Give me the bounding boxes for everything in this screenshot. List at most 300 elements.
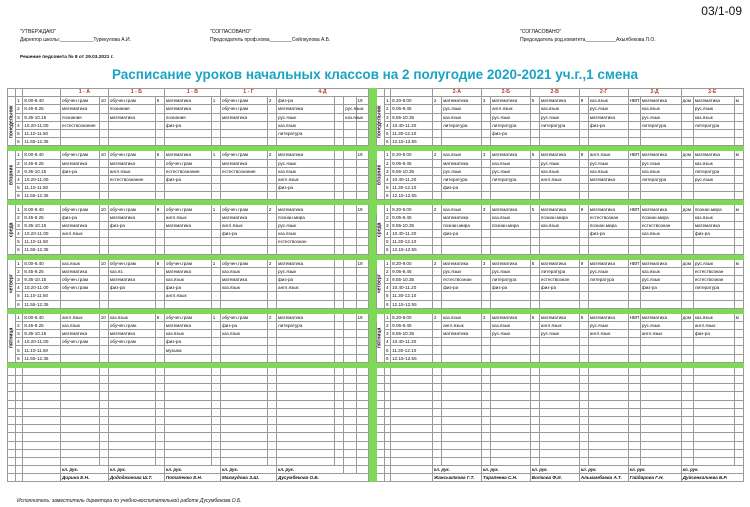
empty-cell (391, 384, 433, 392)
empty-cell (164, 433, 211, 441)
cell: 11.30-12.10 (391, 184, 433, 192)
cell (344, 167, 356, 175)
empty-cell (376, 416, 384, 424)
cell: НВП (629, 260, 640, 266)
class-header: 2-Г (579, 89, 628, 97)
cell (640, 300, 681, 308)
cell: 2 (432, 151, 441, 159)
cell: 11.55-12.35 (23, 246, 61, 254)
cell: математика (60, 267, 99, 275)
cell (530, 105, 539, 113)
cell (155, 246, 164, 254)
empty-cell (164, 449, 211, 457)
cell (539, 238, 579, 246)
cell: дом (681, 97, 693, 105)
cell: 5 (385, 346, 391, 354)
cell (277, 138, 335, 146)
empty-cell (391, 449, 433, 457)
empty-cell (640, 449, 681, 457)
cell: 2 (16, 159, 23, 167)
empty-cell (220, 425, 267, 433)
kl-ruk-label: кл. рук. (277, 466, 344, 474)
empty-cell (539, 416, 579, 424)
empty-cell (220, 392, 267, 400)
cell: математика (277, 105, 335, 113)
cell (267, 113, 276, 121)
cell: математика (640, 205, 681, 213)
empty-cell (220, 416, 267, 424)
cell: 8.45-9.25 (23, 159, 61, 167)
cell (530, 330, 539, 338)
cell (693, 354, 734, 362)
cell (99, 184, 108, 192)
cell: естествознан (277, 238, 335, 246)
cell: познан.мира (491, 221, 531, 229)
cell: 9 (579, 313, 588, 321)
empty-cell (693, 425, 734, 433)
cell: физ-ра (491, 129, 531, 137)
cell: 9.55-10.35 (391, 221, 433, 229)
kl-ruk-label: кл. рук. (481, 466, 530, 474)
empty-cell (16, 376, 23, 384)
cell: 11.55-12.35 (23, 138, 61, 146)
empty-cell (734, 449, 743, 457)
cell: 19 (356, 205, 368, 213)
cell (588, 129, 628, 137)
empty-cell (60, 449, 99, 457)
cell (335, 284, 344, 292)
empty-cell (491, 449, 531, 457)
cell (60, 175, 99, 183)
cell (681, 246, 693, 254)
cell: 4 (16, 284, 23, 292)
cell (539, 246, 579, 254)
cell: 6 (385, 354, 391, 362)
cell: 19 (356, 313, 368, 321)
cell (681, 121, 693, 129)
teacher-name: Тарапеева С.Н. (481, 474, 530, 482)
cell: математика (60, 330, 99, 338)
blank (376, 474, 384, 482)
cell (628, 213, 640, 221)
empty-cell (220, 457, 267, 465)
empty-cell (16, 384, 23, 392)
cell (335, 238, 344, 246)
empty-cell (376, 449, 384, 457)
approval-1-title: "УТВЕРЖДАЮ" (20, 29, 57, 35)
cell (164, 138, 211, 146)
empty-cell (539, 376, 579, 384)
class-header: 2-Б (481, 89, 530, 97)
cell: каз.язык (640, 230, 681, 238)
cell (211, 121, 220, 129)
cell (277, 246, 335, 254)
cell: 6 (16, 246, 23, 254)
empty-cell (432, 367, 441, 375)
empty-cell (530, 376, 539, 384)
cell (432, 267, 441, 275)
cell (588, 300, 628, 308)
empty-cell (16, 425, 23, 433)
empty-cell (391, 408, 433, 416)
kl-ruk-label: кл. рук. (108, 466, 164, 474)
cell (60, 246, 99, 254)
cell (442, 238, 482, 246)
cell: 6 (155, 259, 164, 267)
cell (108, 300, 155, 308)
cell (681, 354, 693, 362)
empty-cell (530, 416, 539, 424)
cell (681, 292, 693, 300)
cell: литература (588, 275, 628, 283)
cell: физ-ра (442, 230, 482, 238)
cell (155, 346, 164, 354)
cell (491, 230, 531, 238)
cell: литература (693, 121, 734, 129)
cell: м (734, 151, 743, 159)
cell (356, 338, 368, 346)
cell: 5 (385, 184, 391, 192)
cell (267, 129, 276, 137)
cell (734, 246, 743, 254)
cell: рус.язык (693, 175, 734, 183)
empty-cell (539, 384, 579, 392)
cell (734, 221, 743, 229)
empty-cell (579, 433, 588, 441)
empty-cell (491, 408, 531, 416)
empty-cell (211, 400, 220, 408)
cell: 2 (267, 97, 276, 105)
cell: рус.язык (588, 105, 628, 113)
cell: естествознан (539, 275, 579, 283)
class-header: 1 - Б (108, 89, 164, 97)
cell (220, 138, 267, 146)
cell: математика (220, 159, 267, 167)
empty-cell (335, 367, 344, 375)
empty-cell (368, 457, 376, 465)
cell (588, 338, 628, 346)
cell (681, 330, 693, 338)
cell: математика (491, 97, 531, 105)
cell: математика (164, 151, 211, 159)
cell: 6 (155, 151, 164, 159)
cell (60, 138, 99, 146)
cell (432, 346, 441, 354)
empty-cell (8, 384, 16, 392)
cell (267, 275, 276, 283)
cell: познан.мира (442, 221, 482, 229)
empty-cell (579, 449, 588, 457)
cell (539, 184, 579, 192)
cell: литература (491, 275, 531, 283)
cell (60, 238, 99, 246)
cell: физ-ра (693, 230, 734, 238)
cell (267, 246, 276, 254)
empty-cell (99, 384, 108, 392)
cell (432, 167, 441, 175)
empty-cell (491, 376, 531, 384)
cell (579, 159, 588, 167)
teacher-name: Дуйсенкалиева Б.Р. (681, 474, 743, 482)
cell: математика (640, 151, 681, 159)
empty-cell (344, 441, 356, 449)
empty-cell (335, 392, 344, 400)
cell (579, 346, 588, 354)
cell (60, 354, 99, 362)
cell: 2 (432, 259, 441, 267)
empty-cell (60, 400, 99, 408)
cell (481, 354, 490, 362)
cell (267, 267, 276, 275)
cell (211, 213, 220, 221)
cell (211, 330, 220, 338)
cell (356, 129, 368, 137)
empty-cell (432, 433, 441, 441)
cell (277, 346, 335, 354)
cell: рус.язык (588, 267, 628, 275)
empty-cell (277, 384, 335, 392)
empty-cell (681, 441, 693, 449)
footer-executor: Исполнитель: заместитель директора по учебно-воспитательной работе Дусумбекова О.Б. (17, 498, 242, 504)
empty-cell (628, 433, 640, 441)
cell: обучен.грам (164, 205, 211, 213)
cell (579, 292, 588, 300)
cell: англ.язык (539, 175, 579, 183)
cell (356, 300, 368, 308)
empty-cell (539, 449, 579, 457)
cell: познание (108, 105, 155, 113)
empty-cell (356, 376, 368, 384)
empty-cell (267, 457, 276, 465)
cell (335, 159, 344, 167)
cell (155, 230, 164, 238)
empty-cell (481, 367, 490, 375)
empty-cell (344, 457, 356, 465)
cell: 4 (16, 121, 23, 129)
cell: математика (108, 213, 155, 221)
empty-cell (693, 416, 734, 424)
cell (60, 184, 99, 192)
cell: 19 (356, 259, 368, 267)
cell (356, 284, 368, 292)
cell: каз.язык (491, 159, 531, 167)
cell (335, 205, 344, 213)
cell (640, 346, 681, 354)
empty-cell (530, 392, 539, 400)
empty-cell (211, 408, 220, 416)
header-blank (8, 89, 16, 97)
cell (530, 238, 539, 246)
cell: 9.35-10.15 (23, 113, 61, 121)
cell (99, 105, 108, 113)
cell: каз.язык (539, 167, 579, 175)
cell (579, 138, 588, 146)
empty-cell (211, 376, 220, 384)
cell (211, 275, 220, 283)
cell (432, 321, 441, 329)
cell (267, 238, 276, 246)
class-header: 1 - Г (220, 89, 276, 97)
empty-cell (99, 433, 108, 441)
cell: 1 (211, 313, 220, 321)
cell: каз.яз. (108, 267, 155, 275)
cell: 12.15-12.55 (391, 246, 433, 254)
cell (734, 321, 743, 329)
cell (628, 321, 640, 329)
cell (530, 284, 539, 292)
cell (432, 284, 441, 292)
cell: 12.15-12.55 (391, 354, 433, 362)
cell (579, 321, 588, 329)
cell (267, 300, 276, 308)
cell (481, 330, 490, 338)
cell: 9 (579, 259, 588, 267)
empty-cell (211, 449, 220, 457)
cell (628, 284, 640, 292)
empty-cell (368, 425, 376, 433)
empty-cell (734, 376, 743, 384)
cell (442, 354, 482, 362)
cell (211, 292, 220, 300)
empty-cell (693, 367, 734, 375)
cell: 9.55-10.35 (391, 167, 433, 175)
cell (99, 175, 108, 183)
cell: каз.язык (693, 113, 734, 121)
cell (491, 354, 531, 362)
cell (530, 159, 539, 167)
cell (164, 238, 211, 246)
cell: НВП (629, 206, 640, 212)
lesson-row (8, 151, 744, 159)
cell (481, 238, 490, 246)
empty-cell (640, 425, 681, 433)
empty-cell (588, 384, 628, 392)
cell (734, 238, 743, 246)
empty-cell (267, 433, 276, 441)
cell (579, 300, 588, 308)
cell (211, 246, 220, 254)
empty-cell (23, 384, 61, 392)
empty-cell (442, 441, 482, 449)
cell (267, 346, 276, 354)
cell (734, 121, 743, 129)
empty-cell (693, 441, 734, 449)
empty-cell (356, 392, 368, 400)
empty-cell (539, 400, 579, 408)
empty-cell (442, 367, 482, 375)
empty-cell (267, 400, 276, 408)
cell: каз.язык (588, 167, 628, 175)
cell (344, 284, 356, 292)
cell (442, 192, 482, 200)
cell (539, 292, 579, 300)
empty-cell (481, 376, 490, 384)
cell (588, 138, 628, 146)
empty-cell (164, 425, 211, 433)
empty-cell (368, 441, 376, 449)
cell: 1 (16, 313, 23, 321)
cell: каз.язык (108, 313, 155, 321)
empty-cell (530, 408, 539, 416)
cell: обучен.грам (220, 205, 267, 213)
cell (681, 184, 693, 192)
cell: 5 (16, 346, 23, 354)
cell (344, 246, 356, 254)
empty-cell (481, 441, 490, 449)
cell (335, 338, 344, 346)
empty-cell (628, 376, 640, 384)
approval-3-line: Председатель род.комитета___________Ахылбекова Л.О. (520, 37, 656, 43)
cell (335, 113, 344, 121)
cell (335, 354, 344, 362)
empty-cell (277, 376, 335, 384)
cell (211, 267, 220, 275)
cell: физ-ра (108, 221, 155, 229)
empty-cell (681, 392, 693, 400)
empty-cell (588, 449, 628, 457)
cell (335, 167, 344, 175)
cell: обучен.грам (60, 338, 99, 346)
empty-cell (211, 392, 220, 400)
cell (155, 184, 164, 192)
cell (99, 267, 108, 275)
empty-cell (681, 408, 693, 416)
document-number: 03/1-09 (701, 4, 742, 18)
empty-cell (734, 400, 743, 408)
cell (628, 338, 640, 346)
cell (220, 246, 267, 254)
cell (432, 113, 441, 121)
empty-cell (60, 441, 99, 449)
empty-cell (344, 408, 356, 416)
empty-cell (376, 367, 384, 375)
cell: математика (108, 275, 155, 283)
cell (344, 213, 356, 221)
empty-cell (628, 425, 640, 433)
empty-cell (481, 392, 490, 400)
cell: литература (539, 267, 579, 275)
empty-cell (60, 367, 99, 375)
empty-cell (23, 441, 61, 449)
cell (681, 113, 693, 121)
cell (640, 354, 681, 362)
teacher-name: Жансыкпкова Г.Т. (432, 474, 481, 482)
empty-cell (335, 376, 344, 384)
cell: 8.20-9.00 (391, 97, 433, 105)
cell (579, 230, 588, 238)
cell: познан.мира (539, 213, 579, 221)
cell (481, 113, 490, 121)
cell: обучен.грам (220, 259, 267, 267)
cell (481, 346, 490, 354)
cell: м (734, 259, 743, 267)
cell: 3 (385, 113, 391, 121)
empty-cell (99, 449, 108, 457)
empty-cell (155, 425, 164, 433)
empty-cell (211, 425, 220, 433)
cell (335, 121, 344, 129)
empty-cell (368, 384, 376, 392)
cell: рус.язык (491, 113, 531, 121)
cell: 5 (530, 151, 539, 159)
cell: рус.язык (640, 113, 681, 121)
cell: 8.45-9.25 (23, 321, 61, 329)
cell: математика (60, 159, 99, 167)
cell: 6 (16, 138, 23, 146)
empty-cell (734, 433, 743, 441)
cell: математика (491, 151, 531, 159)
cell (530, 192, 539, 200)
